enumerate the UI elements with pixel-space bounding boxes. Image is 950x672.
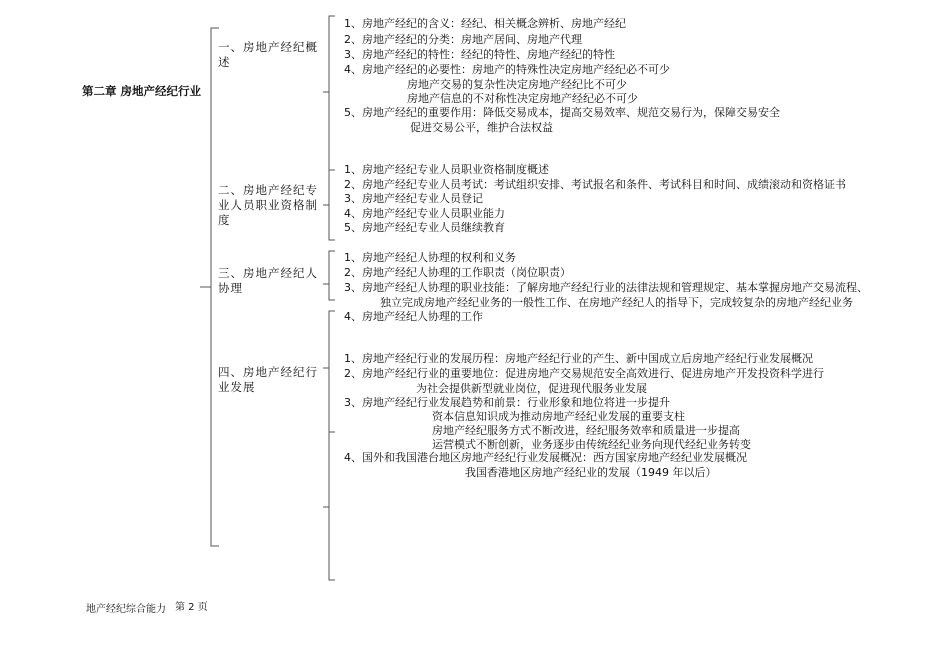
list-item: 房地产交易的复杂性决定房地产经纪比不可少	[407, 78, 627, 91]
list-item: 独立完成房地产经纪业务的一般性工作、在房地产经纪人的指导下，完成较复杂的房地产经纪业务	[380, 296, 853, 309]
list-item: 促进交易公平，维护合法权益	[410, 121, 553, 134]
list-item: 5、房地产经纪的重要作用：降低交易成本，提高交易效率、规范交易行为，保障交易安全	[344, 106, 780, 119]
list-item: 为社会提供新型就业岗位，促进现代服务业发展	[416, 382, 647, 395]
list-item: 我国香港地区房地产经纪业的发展（1949 年以后）	[465, 466, 717, 479]
footer-text: 地产经纪综合能力	[86, 604, 166, 615]
chapter-title: 第二章 房地产经纪行业	[82, 84, 202, 98]
list-item: 3、房地产经纪行业发展趋势和前景：行业形象和地位将进一步提升	[344, 396, 670, 409]
list-item: 2、房地产经纪专业人员考试：考试组织安排、考试报名和条件、考试科目和时间、成绩滚动和资格证书	[344, 178, 846, 191]
list-item: 5、房地产经纪专业人员继续教育	[344, 221, 505, 234]
list-item: 资本信息知识成为推动房地产经纪业发展的重要支柱	[432, 410, 685, 423]
list-item: 4、国外和我国港台地区房地产经纪行业发展概况：西方国家房地产经纪业发展概况	[344, 451, 747, 464]
list-item: 1、房地产经纪人协理的权利和义务	[344, 251, 516, 264]
page-number: 第 2 页	[175, 602, 208, 613]
list-item: 4、房地产经纪人协理的工作	[344, 310, 483, 323]
list-item: 3、房地产经纪专业人员登记	[344, 192, 483, 205]
list-item: 2、房地产经纪的分类：房地产居间、房地产代理	[344, 33, 582, 46]
list-item: 1、房地产经纪的含义：经纪、相关概念辨析、房地产经纪	[344, 17, 626, 30]
list-item: 1、房地产经纪行业的发展历程：房地产经纪行业的产生、新中国成立后房地产经纪行业发展概况	[344, 352, 813, 365]
list-item: 2、房地产经纪行业的重要地位：促进房地产交易规范安全高效进行、促进房地产开发投资科学进行	[344, 367, 824, 380]
section-heading-4: 四、房地产经纪行业发展	[218, 365, 318, 394]
list-item: 3、房地产经纪的特性：经纪的特性、房地产经纪的特性	[344, 48, 615, 61]
section-heading-3: 三、房地产经纪人协理	[218, 266, 318, 295]
section-heading-2: 二、房地产经纪专业人员职业资格制度	[218, 183, 318, 227]
list-item: 3、房地产经纪人协理的职业技能：了解房地产经纪行业的法律法规和管理规定、基本掌握房地产交易流程、	[344, 281, 868, 294]
section-heading-1: 一、房地产经纪概述	[218, 40, 318, 69]
list-item: 2、房地产经纪人协理的工作职责（岗位职责）	[344, 266, 571, 279]
list-item: 运营模式不断创新，业务逐步由传统经纪业务向现代经纪业务转变	[432, 438, 751, 451]
list-item: 4、房地产经纪的必要性：房地产的特殊性决定房地产经纪必不可少	[344, 63, 670, 76]
list-item: 1、房地产经纪专业人员职业资格制度概述	[344, 163, 549, 176]
list-item: 房地产信息的不对称性决定房地产经纪必不可少	[407, 92, 638, 105]
list-item: 4、房地产经纪专业人员职业能力	[344, 207, 505, 220]
list-item: 房地产经纪服务方式不断改进，经纪服务效率和质量进一步提高	[432, 424, 740, 437]
